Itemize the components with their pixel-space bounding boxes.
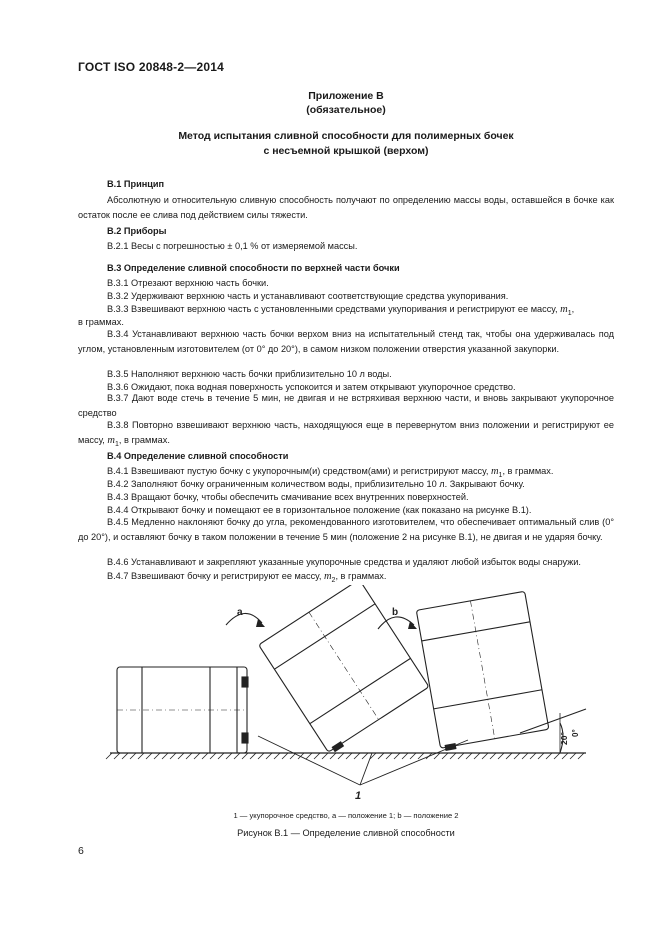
angle-zero-label: 0° <box>571 729 580 737</box>
clause-b4-6: В.4.6 Устанавливают и закрепляют указанные укупорочные средства и удаляют любой избыток воды снаружи. <box>107 557 581 567</box>
document-title-line1: Метод испытания сливной способности для полимерных бочек <box>178 130 514 142</box>
label-1: 1 <box>355 790 362 802</box>
drain-test-figure <box>0 585 661 807</box>
label-a: a <box>237 607 243 618</box>
drum-position-b <box>416 591 549 751</box>
label-b: b <box>392 607 399 618</box>
figure-caption: Рисунок В.1 — Определение сливной способности <box>237 828 455 838</box>
section-heading-b2: В.2 Приборы <box>107 226 167 236</box>
clause-b4-1: В.4.1 Взвешивают пустую бочку с укупорочным(и) средством(ами) и регистрируют массу, $m_1$, в граммах. <box>107 466 554 479</box>
clause-b2-1: В.2.1 Весы с погрешностью ± 0,1 % от измеряемой массы. <box>107 241 358 251</box>
clause-b3-1: В.3.1 Отрезают верхнюю часть бочки. <box>107 278 269 288</box>
clause-b3-3-cont: в граммах. <box>78 317 124 327</box>
section-heading-b1: В.1 Принцип <box>107 179 165 189</box>
rotation-arrow-a <box>226 613 262 625</box>
clause-b4-4: В.4.4 Открывают бочку и помещают ее в горизонтальное положение (как показано на рисунке В.1). <box>107 505 532 515</box>
annex-status: (обязательное) <box>306 104 386 116</box>
clause-b4-3: В.4.3 Вращают бочку, чтобы обеспечить смачивание всех внутренних поверхностей. <box>107 492 469 502</box>
document-header: ГОСТ ISO 20848-2—2014 <box>78 60 224 74</box>
figure-legend: 1 — укупорочное средство, a — положение 1; b — положение 2 <box>233 811 459 820</box>
paragraph-b1: Абсолютную и относительную сливную способность получают по определению массы воды, оставшейся в бочке как остаток после ее слива под действием силы тяжести. <box>78 195 614 220</box>
clause-b4-7: В.4.7 Взвешивают бочку и регистрируют ее массу, $m_2$, в граммах. <box>107 571 387 584</box>
clause-b4-5: В.4.5 Медленно наклоняют бочку до угла, рекомендованного изготовителем, что обеспечивает оптимальный слив (0° до 20°), и оставляют бочку в таком положении в течение 5 мин (положение 2 на рисунке В.1), не двигая и не ударяя бочку. <box>78 517 614 542</box>
leader-lines <box>258 736 468 785</box>
drum-horizontal <box>117 667 248 753</box>
clause-b3-5: В.3.5 Наполняют верхнюю часть бочки приблизительно 10 л воды. <box>107 369 392 379</box>
clause-b3-3: В.3.3 Взвешивают верхнюю часть с установленными средствами укупоривания и регистрируют ее массу, $m_1$, <box>107 304 575 317</box>
page-number: 6 <box>78 845 84 857</box>
annex-title: Приложение В <box>308 90 384 102</box>
ground-line <box>106 753 586 759</box>
clause-b3-8: В.3.8 Повторно взвешивают верхнюю часть, находящуюся еще в перевернутом вниз положении и регистрируют ее массу, $m_1$, в граммах. <box>78 420 614 448</box>
clause-b3-6: В.3.6 Ожидают, пока водная поверхность успокоится и затем открывают укупорочное средство. <box>107 382 516 392</box>
section-heading-b3: В.3 Определение сливной способности по верхней части бочки <box>107 263 400 273</box>
section-heading-b4: В.4 Определение сливной способности <box>107 451 289 461</box>
clause-b4-2: В.4.2 Заполняют бочку ограниченным количеством воды, приблизительно 10 л. Закрывают бочку. <box>107 479 525 489</box>
document-title-line2: с несъемной крышкой (верхом) <box>263 145 429 157</box>
clause-b3-4: В.3.4 Устанавливают верхнюю часть бочки верхом вниз на испытательный стенд так, чтобы она удерживалась под углом, установленным изготовителем (от 0° до 20°), в самом низком положении отверстия указанной закупорки. <box>78 329 614 354</box>
drum-position-a <box>259 585 431 755</box>
clause-b3-7: В.3.7 Дают воде стечь в течение 5 мин, не двигая и не встряхивая верхнюю части, и вновь закрывают укупорочное средство <box>78 393 614 418</box>
clause-b3-2: В.3.2 Удерживают верхнюю часть и устанавливают соответствующие средства укупоривания. <box>107 291 509 301</box>
angle-label: 20° <box>559 732 569 745</box>
